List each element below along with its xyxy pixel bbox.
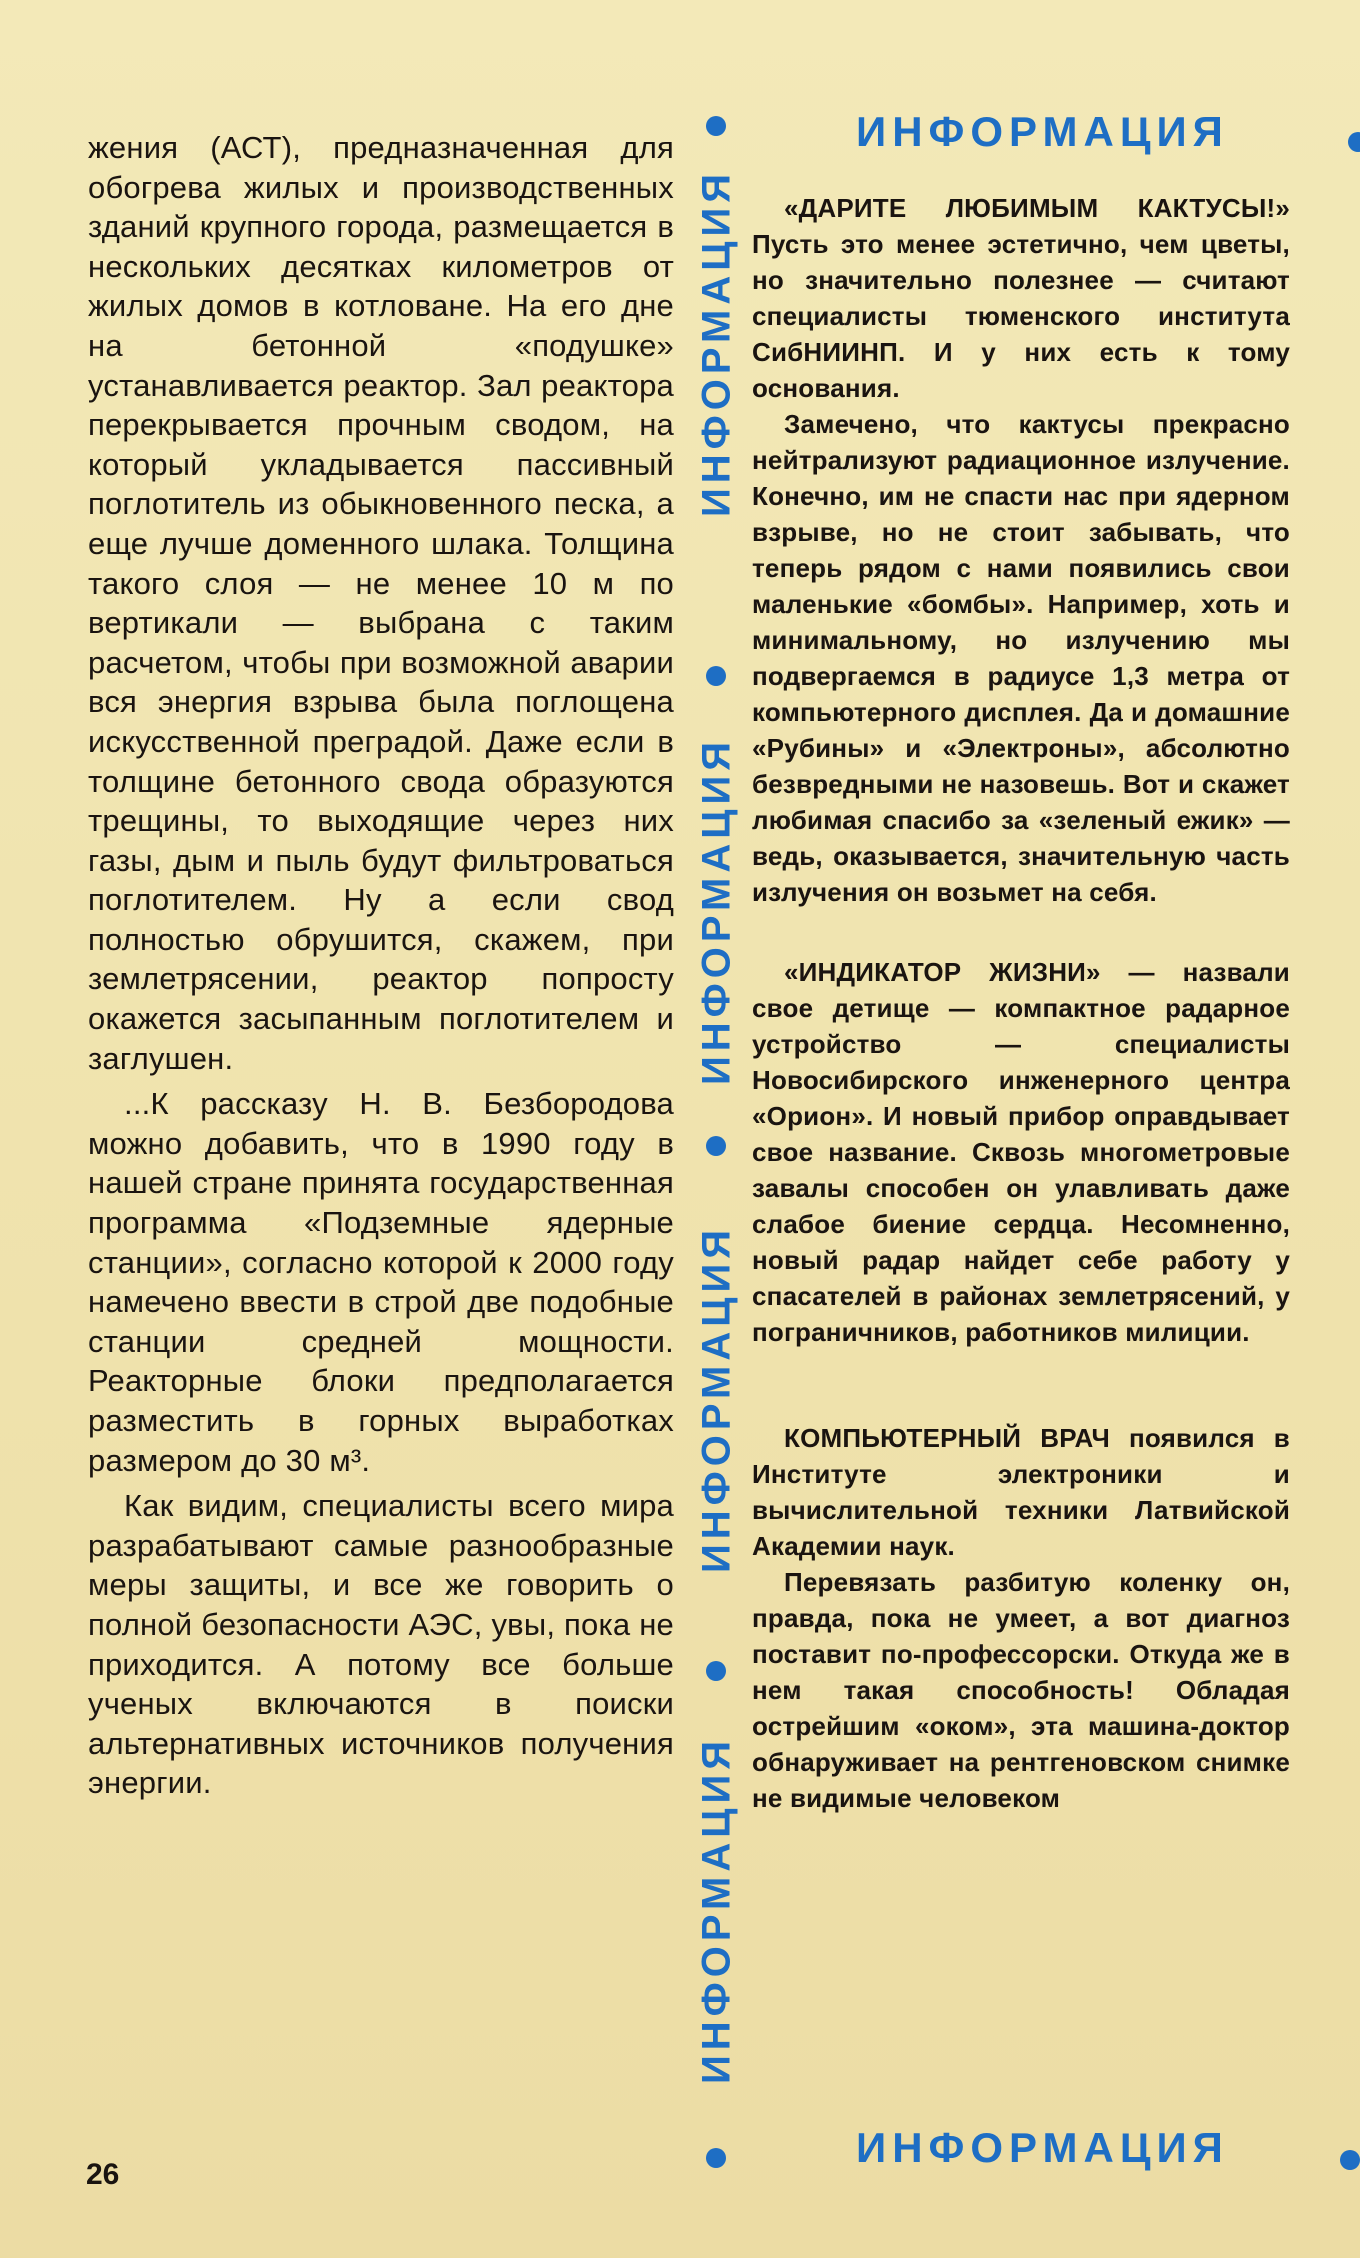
bullet-dot-icon xyxy=(1340,2150,1360,2170)
left-paragraph-3: Как видим, специалисты всего мира разрабатывают самые разнообразные меры защиты, и все же говорить о полной безопасности АЭС, увы, пока не приходится. А потому все больше ученых включаются в поиски альтернативных источников получения энергии. xyxy=(88,1488,674,1801)
article-spacer xyxy=(752,1350,1290,1420)
vertical-banner-word: ИНФОРМАЦИЯ xyxy=(694,1225,739,1573)
bullet-dot-icon xyxy=(706,1136,726,1156)
vertical-banner-word: ИНФОРМАЦИЯ xyxy=(694,737,739,1085)
section-footer-title: ИНФОРМАЦИЯ xyxy=(856,2124,1229,2171)
section-header-title: ИНФОРМАЦИЯ xyxy=(856,108,1229,155)
article-life-indicator-lead: «ИНДИКАТОР ЖИЗНИ» xyxy=(784,957,1101,987)
article-computer-doctor-lead: КОМПЬЮТЕРНЫЙ ВРАЧ xyxy=(784,1423,1110,1453)
article-computer-doctor-paragraph-2: Перевязать разбитую коленку он, правда, пока не умеет, а вот диагноз поставит по-профессорски. Откуда же в нем такая способность! Обладая острейшим «оком», эта машина-доктор обнаруживает на рентгеновском снимке не видимые человеком xyxy=(752,1567,1290,1813)
bullet-dot-icon xyxy=(706,666,726,686)
article-spacer xyxy=(752,910,1290,954)
article-life-indicator xyxy=(752,954,1290,1350)
vertical-banner-word: ИНФОРМАЦИЯ xyxy=(694,169,739,517)
article-cactus xyxy=(752,190,1290,406)
bullet-dot-icon xyxy=(706,2148,726,2168)
vertical-info-strip xyxy=(688,118,746,2178)
article-cactus-paragraph-2: Замечено, что кактусы прекрасно нейтрализуют радиационное излучение. Конечно, им не спасти нас при ядерном взрыве, но не стоит забывать, что теперь рядом с нами появились свои маленькие «бомбы». Например, хоть и минимальному, но излучению мы подвергаемся в радиусе 1,3 метра от компьютерного дисплея. Да и домашние «Рубины» и «Электроны», абсолютно безвредными не назовешь. Вот и скажет любимая спасибо за «зеленый ежик» — ведь, оказывается, значительную часть излучения он возьмет на себя. xyxy=(752,409,1290,907)
article-cactus-lead: «ДАРИТЕ ЛЮБИМЫМ КАКТУСЫ!» xyxy=(784,193,1290,223)
left-paragraph-1: жения (АСТ), предназначенная для обогрева жилых и производственных зданий крупного города, размещается в нескольких десятках километров от жилых домов в котловане. На его дне на бетонной «подушке» устанавливается реактор. Зал реактора перекрывается прочным сводом, на который укладывается пассивный поглотитель из обыкновенного песка, а еще лучше доменного шлака. Толщина такого слоя — не менее 10 м по вертикали — выбрана с таким расчетом, чтобы при возможной аварии вся энергия взрыва была поглощена искусственной преградой. Даже если в толщине бетонного свода образуются трещины, то выходящие через них газы, дым и пыль будут фильтроваться поглотителем. Ну а если свод полностью обрушится, скажем, при землетрясении, реактор попросту окажется засыпанным поглотителем и заглушен. xyxy=(88,130,674,1076)
left-paragraph-2 xyxy=(88,1084,674,1480)
vertical-banner-word: ИНФОРМАЦИЯ xyxy=(694,1736,739,2084)
bullet-dot-icon xyxy=(706,1661,726,1681)
article-cactus-text: Пусть это менее эстетично, чем цветы, но значительно полезнее — считают специалисты тюменского института СибНИИНП. И у них есть к тому основания. xyxy=(752,229,1290,403)
article-computer-doctor xyxy=(752,1420,1290,1564)
left-column xyxy=(88,128,674,1803)
right-column xyxy=(752,190,1290,1816)
article-computer-doctor-text: появился в Институте электроники и вычислительной техники Латвийской Академии наук. xyxy=(752,1423,1290,1561)
article-life-indicator-text: — назвали свое детище — компактное радарное устройство — специалисты Новосибирского инженерного центра «Орион». И новый прибор оправдывает свое название. Сквозь многометровые завалы способен он улавливать даже слабое биение сердца. Несомненно, новый радар найдет себе работу у спасателей в районах землетрясений, у пограничников, работников милиции. xyxy=(752,957,1290,1347)
page-number: 26 xyxy=(86,2158,120,2191)
bullet-dot-icon xyxy=(706,116,726,136)
left-paragraph-2-text: ...К рассказу Н. В. Безбородова можно добавить, что в 1990 году в нашей стране принята государственная программа «Подземные ядерные станции», согласно которой к 2000 году намечено ввести в строй две подобные станции средней мощности. Реакторные блоки предполагается разместить в горных выработках размером до 30 м³. xyxy=(88,1086,674,1478)
bullet-dot-icon xyxy=(1348,132,1360,152)
